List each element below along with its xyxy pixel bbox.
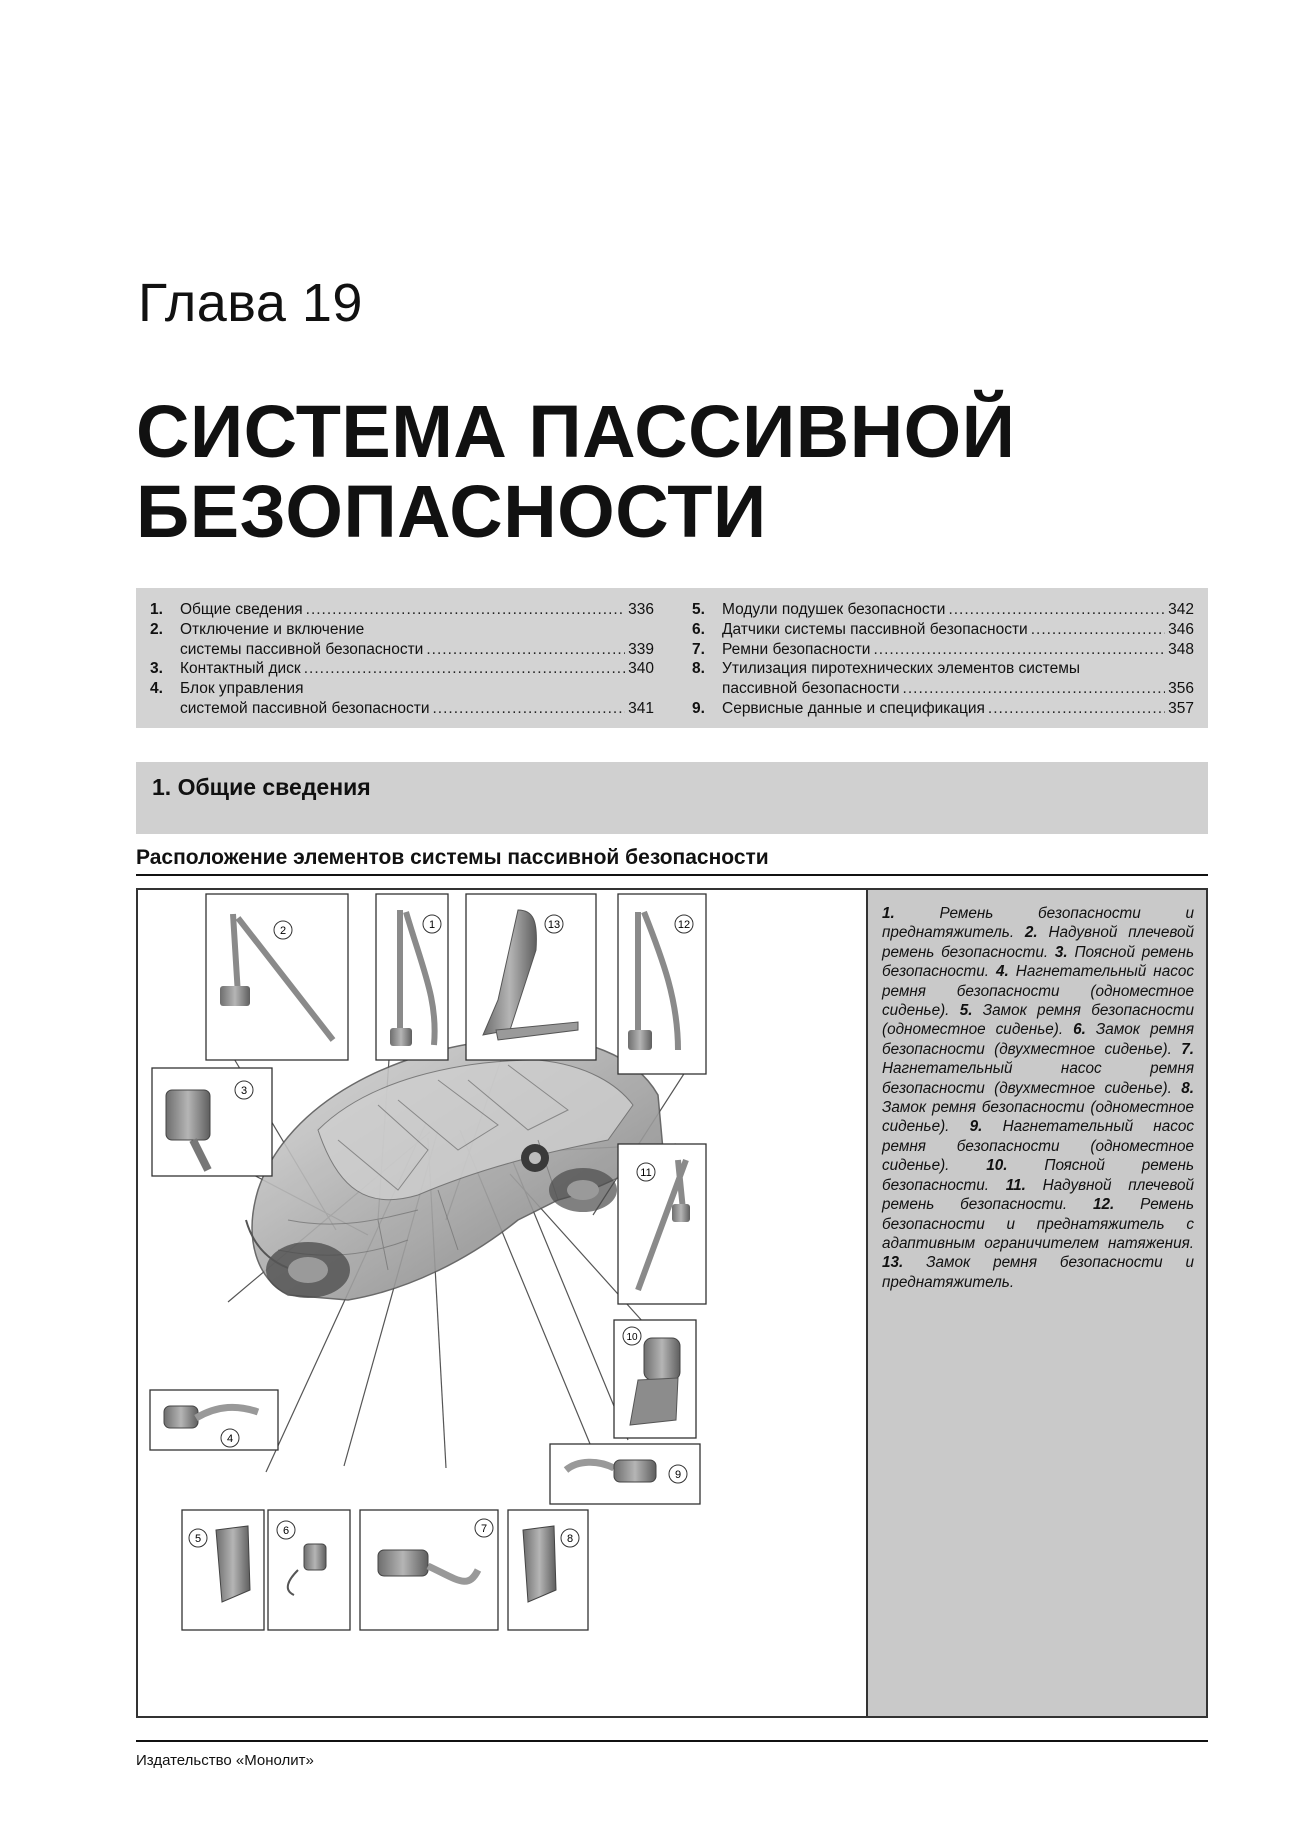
- toc-leader: [903, 679, 1166, 699]
- table-of-contents: [136, 588, 1208, 728]
- callout-7: 7: [480, 1523, 488, 1535]
- callout-5: 5: [194, 1533, 202, 1545]
- legend-item: Нагнетательный насос ремня безопасности (двухместное сиденье).: [882, 1060, 1194, 1097]
- legend-item: Замок ремня безопасности (одноместное сиденье).: [882, 1002, 1195, 1039]
- toc-item-title: Датчики системы пассивной безопасности: [722, 620, 1028, 638]
- legend-text: [882, 904, 1194, 1292]
- toc-column-left: [150, 600, 654, 719]
- toc-item-continuation[interactable]: [150, 640, 654, 660]
- toc-item-page: 356: [1168, 680, 1194, 698]
- legend-number: 6.: [1073, 1021, 1086, 1039]
- part-9-inset: [550, 1444, 700, 1504]
- toc-item-title-cont: пассивной безопасности: [722, 680, 900, 698]
- footer-rule: [136, 1740, 1208, 1742]
- chapter-title-line-1: СИСТЕМА ПАССИВНОЙ: [136, 390, 1016, 473]
- toc-item-title: Блок управления: [180, 680, 304, 698]
- part-13-inset: [466, 894, 596, 1060]
- toc-item-title: Сервисные данные и спецификация: [722, 699, 985, 717]
- toc-item-title-cont: системой пассивной безопасности: [180, 699, 430, 717]
- part-6-inset: [268, 1510, 350, 1630]
- page-top-margin: [0, 0, 1300, 228]
- part-4-inset: [150, 1390, 278, 1450]
- toc-item[interactable]: [692, 620, 1194, 640]
- chapter-number: Глава 19: [138, 273, 363, 333]
- callout-11: 11: [640, 1167, 652, 1179]
- callout-12: 12: [677, 919, 691, 931]
- toc-item-number: 3.: [150, 660, 163, 678]
- toc-item[interactable]: [150, 679, 654, 699]
- callout-6: 6: [282, 1525, 290, 1537]
- legend-item: Замок ремня безопасности (одноместное сиденье).: [882, 1099, 1194, 1136]
- toc-item-number: 9.: [692, 699, 705, 717]
- toc-item-title: Утилизация пиротехнических элементов системы: [722, 660, 1080, 678]
- legend-number: 4.: [996, 963, 1009, 981]
- legend-item: Поясной ремень безопасности.: [882, 943, 1195, 981]
- toc-item-title: Ремни безопасности: [722, 640, 871, 658]
- legend-number: 7.: [1181, 1040, 1195, 1058]
- chapter-title-line-2: БЕЗОПАСНОСТИ: [136, 470, 767, 553]
- part-7-inset: [360, 1510, 498, 1630]
- toc-item-page: 340: [628, 660, 654, 678]
- toc-item-title: Отключение и включение: [180, 620, 365, 638]
- toc-item[interactable]: [692, 699, 1194, 719]
- toc-item-number: 7.: [692, 640, 705, 658]
- toc-leader: [432, 699, 625, 719]
- legend-number: 1.: [882, 905, 895, 922]
- toc-column-right: [692, 600, 1194, 719]
- legend-item: Ремень безопасности и преднатяжитель с адаптивным ограничителем натяжения.: [882, 1196, 1194, 1252]
- legend-item: Нагнетательный насос ремня безопасности (одноместное сиденье).: [882, 1118, 1195, 1175]
- toc-item-page: 346: [1168, 620, 1194, 638]
- toc-item-number: 4.: [150, 680, 163, 698]
- toc-item-continuation[interactable]: [150, 699, 654, 719]
- part-3-inset: [152, 1068, 272, 1176]
- toc-item-number: 2.: [150, 620, 163, 638]
- figure-legend: [866, 890, 1206, 1716]
- component-location-diagram: [138, 890, 866, 1716]
- legend-number: 11.: [1005, 1176, 1026, 1194]
- toc-item[interactable]: [692, 659, 1194, 679]
- callout-1: 1: [428, 919, 436, 931]
- legend-item: Надувной плечевой ремень безопасности.: [882, 924, 1195, 961]
- toc-leader: [873, 640, 1165, 660]
- part-11-inset: [618, 1144, 706, 1304]
- toc-leader: [948, 600, 1165, 620]
- callout-13: 13: [547, 919, 561, 931]
- part-2-inset: [206, 894, 348, 1060]
- toc-item-continuation[interactable]: [692, 679, 1194, 699]
- car-body-illustration: [246, 1038, 663, 1300]
- toc-item-page: 357: [1168, 699, 1194, 717]
- toc-leader: [426, 640, 625, 660]
- toc-item-number: 1.: [150, 601, 163, 618]
- legend-number: 10.: [986, 1157, 1008, 1175]
- legend-item: Нагнетательный насос ремня безопасности (одноместное сиденье).: [882, 963, 1195, 1020]
- callout-9: 9: [674, 1469, 682, 1481]
- legend-number: 8.: [1181, 1079, 1195, 1097]
- legend-number: 13.: [882, 1254, 904, 1272]
- toc-item[interactable]: [150, 600, 654, 620]
- chapter-title: [136, 392, 1015, 552]
- callout-8: 8: [566, 1533, 574, 1545]
- callout-2: 2: [279, 925, 287, 937]
- toc-item-page: 336: [628, 601, 654, 618]
- callout-10: 10: [626, 1332, 638, 1343]
- toc-item-page: 348: [1168, 640, 1194, 658]
- toc-item[interactable]: [150, 620, 654, 640]
- legend-number: 5.: [959, 1002, 973, 1020]
- section-heading-bar: [136, 762, 1208, 834]
- toc-leader: [304, 659, 625, 679]
- toc-item-title: Контактный диск: [180, 660, 301, 678]
- toc-item-page: 339: [628, 640, 654, 658]
- legend-number: 9.: [969, 1118, 983, 1136]
- toc-leader: [306, 600, 625, 620]
- toc-item[interactable]: [692, 640, 1194, 660]
- legend-item: Ремень безопасности и преднатяжитель.: [882, 905, 1194, 942]
- legend-item: Замок ремня безопасности и преднатяжитель.: [882, 1254, 1195, 1291]
- legend-item: Замок ремня безопасности (двухместное сиденье).: [882, 1021, 1194, 1058]
- part-10-inset: [614, 1320, 696, 1438]
- toc-item-page: 341: [628, 699, 654, 717]
- toc-item-title-cont: системы пассивной безопасности: [180, 640, 424, 658]
- legend-number: 3.: [1054, 943, 1068, 961]
- part-5-inset: [182, 1510, 264, 1630]
- legend-number: 12.: [1093, 1196, 1115, 1214]
- legend-number: 2.: [1024, 924, 1038, 942]
- figure-caption-title: Расположение элементов системы пассивной безопасности: [136, 846, 769, 869]
- part-12-inset: [618, 894, 706, 1074]
- toc-item-title: Общие сведения: [180, 601, 303, 618]
- toc-item-number: 8.: [692, 660, 705, 678]
- toc-item-title: Модули подушек безопасности: [722, 601, 946, 618]
- callout-3: 3: [240, 1085, 248, 1097]
- toc-leader: [988, 699, 1165, 719]
- toc-leader: [1031, 620, 1165, 640]
- part-1-inset: [376, 894, 448, 1060]
- toc-item-page: 342: [1168, 601, 1194, 618]
- publisher-credit: Издательство «Монолит»: [136, 1752, 314, 1769]
- legend-item: Надувной плечевой ремень безопасности.: [882, 1176, 1195, 1214]
- caption-underline: [136, 874, 1208, 876]
- part-8-inset: [508, 1510, 588, 1630]
- toc-item[interactable]: [150, 659, 654, 679]
- toc-item-number: 6.: [692, 620, 705, 638]
- toc-item[interactable]: [692, 600, 1194, 620]
- toc-item-number: 5.: [692, 601, 705, 618]
- legend-item: Поясной ремень безопасности.: [882, 1157, 1194, 1194]
- section-title: 1. Общие сведения: [152, 774, 371, 800]
- callout-4: 4: [226, 1433, 234, 1445]
